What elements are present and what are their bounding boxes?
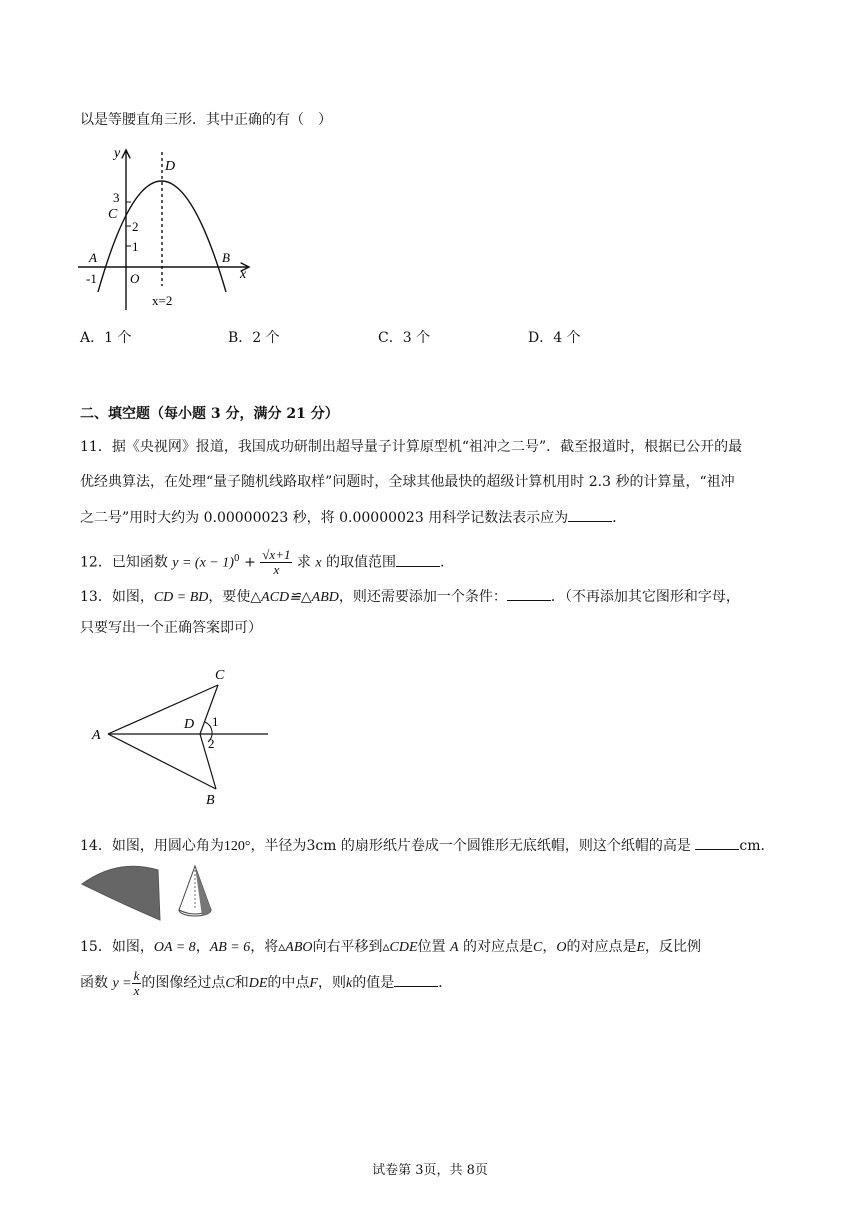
label-angle-2: 2 bbox=[208, 736, 215, 751]
answer-blank[interactable] bbox=[396, 552, 440, 567]
page-footer: 试卷第 3页，共 8页 bbox=[372, 1163, 488, 1178]
answer-blank[interactable] bbox=[695, 835, 739, 850]
label-O: O bbox=[130, 271, 140, 286]
label-1: 1 bbox=[132, 239, 139, 254]
option-c: C．3 个 bbox=[378, 330, 431, 346]
sector-shape bbox=[82, 866, 160, 920]
label-angle-1: 1 bbox=[212, 714, 219, 729]
question-15-line2: 函数 y = $\frac{k}{x}$ 的图像经过点C和DE的中点F，则k的值是 ． bbox=[80, 967, 453, 998]
question-11-line3: 之二号”用时大约为 0.00000023 秒，将 0.00000023 用科学记数法表示应为 ． bbox=[80, 507, 626, 528]
answer-blank[interactable] bbox=[394, 972, 438, 987]
label-A: A bbox=[89, 250, 97, 265]
label-B: B bbox=[222, 250, 230, 265]
label-minus1: -1 bbox=[86, 271, 97, 286]
answer-blank[interactable] bbox=[507, 586, 551, 601]
label-D: D bbox=[184, 717, 195, 732]
label-C: C bbox=[215, 668, 225, 683]
label-3: 3 bbox=[113, 190, 120, 205]
label-D: D bbox=[165, 159, 176, 174]
label-x-eq-2: x=2 bbox=[152, 293, 173, 308]
parabola-graph bbox=[74, 140, 264, 315]
label-x: x bbox=[240, 267, 247, 282]
option-d: D．4 个 bbox=[528, 330, 581, 346]
label-y: y bbox=[114, 146, 121, 161]
answer-blank[interactable] bbox=[568, 507, 612, 522]
question-10-tail: 以是等腰直角三形．其中正确的有（ ） bbox=[80, 112, 332, 128]
section-2-title: 二、填空题（每小题 3 分，满分 21 分） bbox=[80, 406, 339, 422]
label-C: C bbox=[108, 207, 118, 222]
question-14: 14．如图，用圆心角为120°，半径为3cm 的扇形纸片卷成一个圆锥形无底纸帽，则这个纸帽的高是 cm． bbox=[80, 835, 775, 857]
label-A: A bbox=[92, 728, 101, 743]
question-13-line1: 13．如图，CD = BD，要使△ACD≌△ABD，则还需要添加一个条件： ．（不再添加其它图形和字母， bbox=[80, 586, 740, 608]
question-12: 12．已知函数 $y = (x - 1)^0$ + $\frac{√x+1}{x}$ 求 x 的取值范围 ． bbox=[80, 547, 455, 578]
question-15-line1: 15．如图，OA = 8，AB = 6，将▵ABO向右平移到▵CDE位置 A 的对应点是C，O的对应点是E，反比例 bbox=[80, 939, 702, 955]
sector-and-cone-figure bbox=[78, 862, 228, 924]
label-B: B bbox=[206, 793, 215, 808]
question-13-line2: 只要写出一个正确答案即可） bbox=[80, 620, 262, 636]
question-11-line1: 11．据《央视网》报道，我国成功研制出超导量子计算原型机“祖冲之二号”．截至报道时，根据已公开的最 bbox=[80, 439, 743, 455]
question-11-line2: 优经典算法，在处理“量子随机线路取样”问题时，全球其他最快的超级计算机用时 2.3 秒的计算量，“祖冲 bbox=[80, 474, 735, 490]
label-2: 2 bbox=[132, 219, 139, 234]
option-a: A．1 个 bbox=[80, 330, 132, 346]
option-b: B．2 个 bbox=[228, 330, 280, 346]
triangle-figure bbox=[88, 662, 278, 810]
